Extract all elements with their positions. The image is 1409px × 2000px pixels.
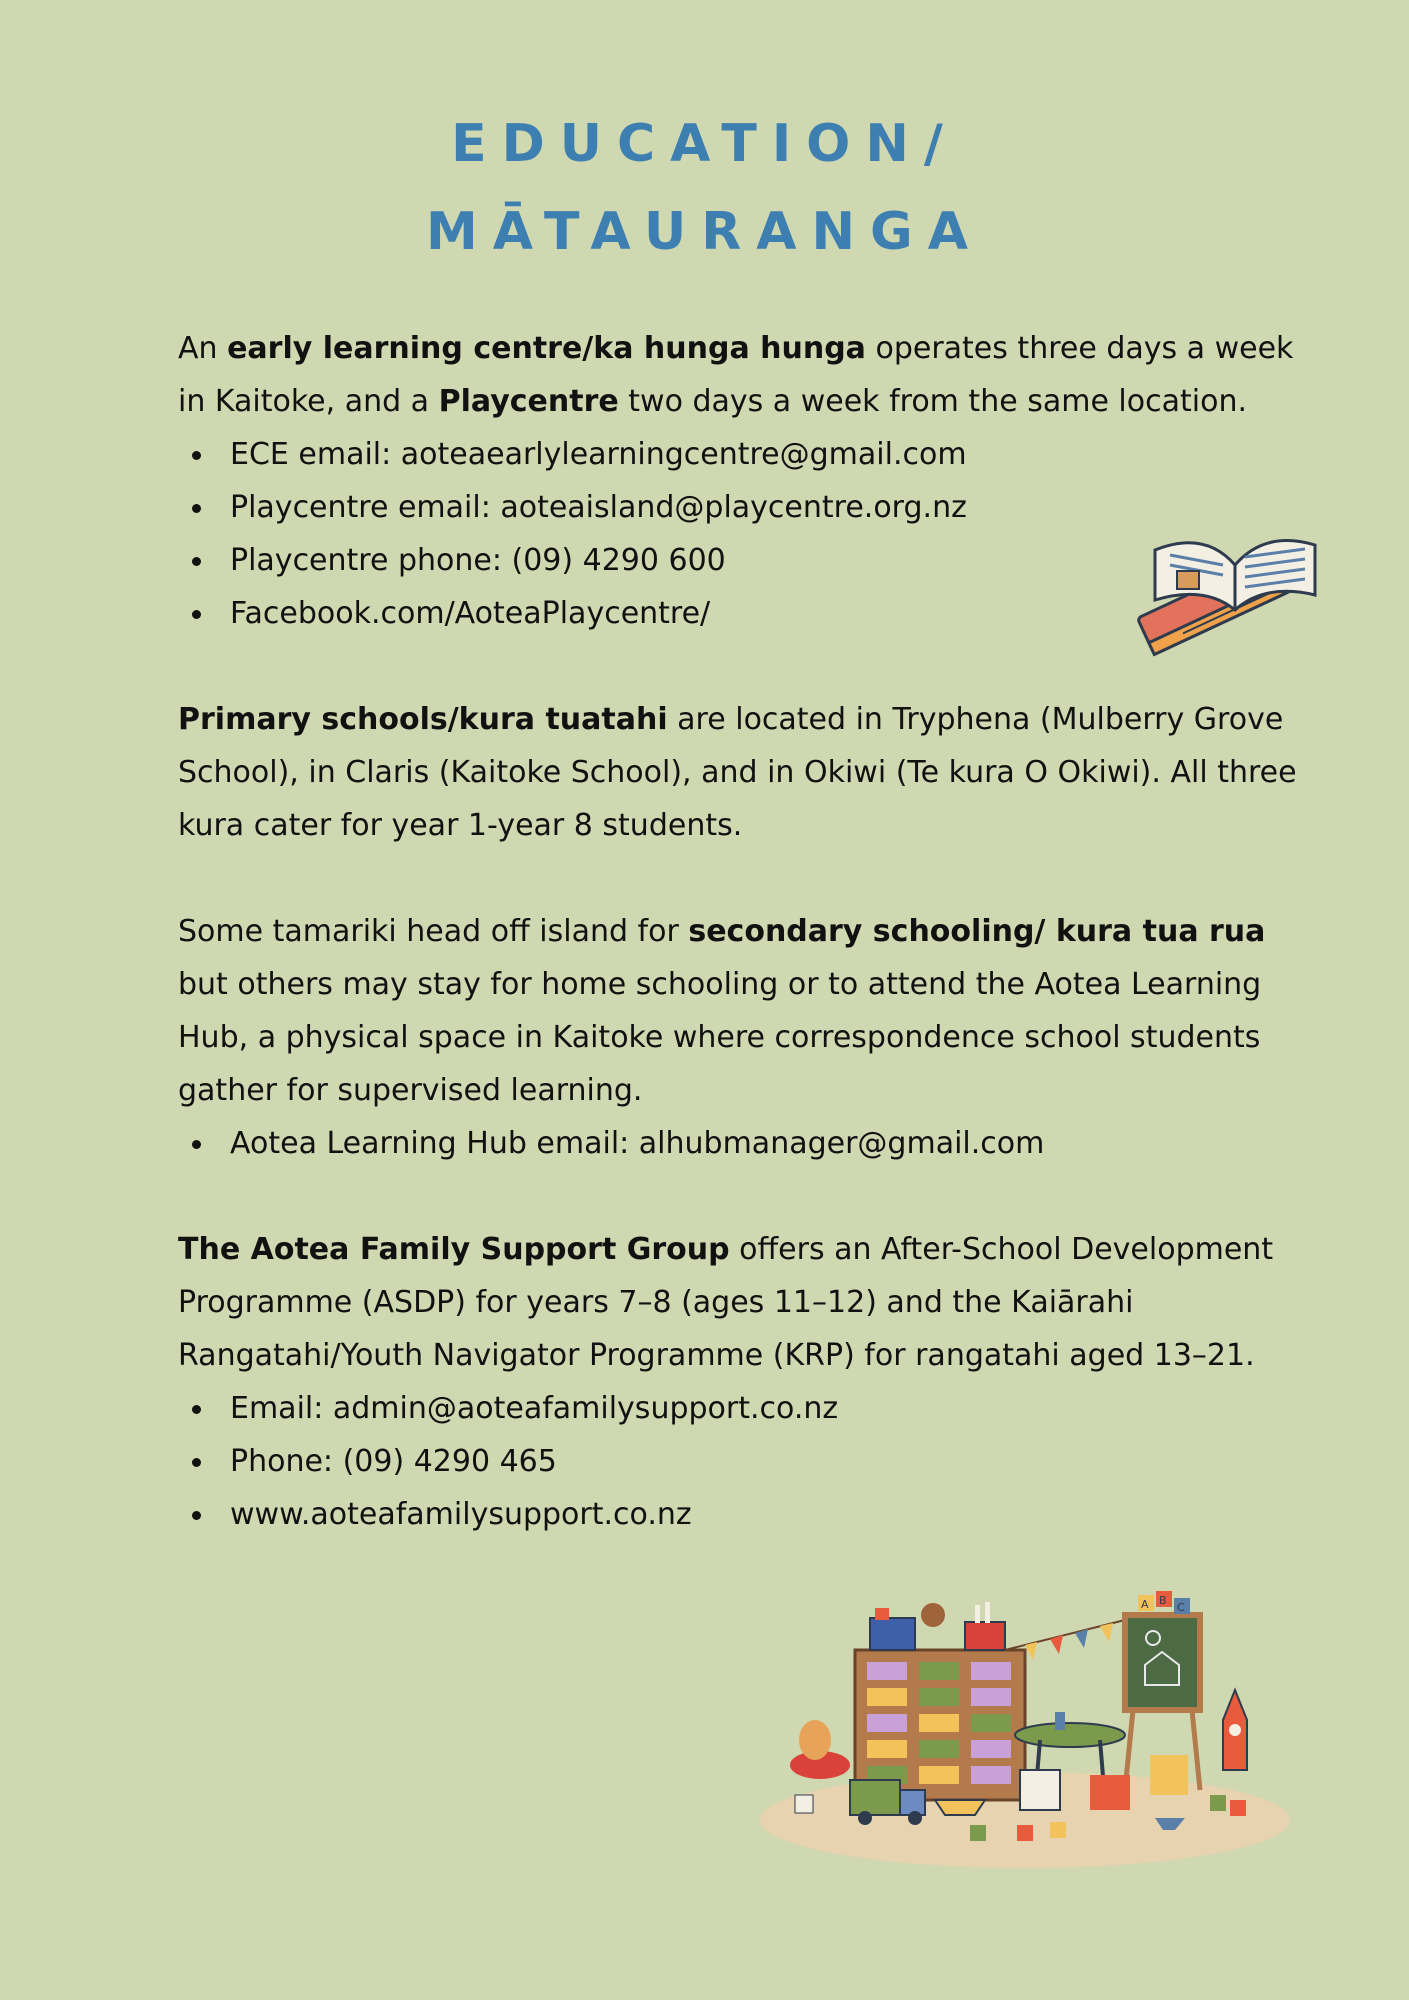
secondary-contact-list	[178, 1117, 1298, 1170]
page-title	[0, 100, 1409, 276]
family-phone: Phone: (09) 4290 465	[178, 1435, 1298, 1488]
secondary-text-1: Some tamariki head off island for	[178, 914, 689, 949]
playcentre-email: Playcentre email: aoteaisland@playcentre.org.nz	[178, 481, 1298, 534]
family-text: offers an After-School Development Programme (ASDP) for years 7–8 (ages 11–12) and the Kaiārahi Rangatahi/Youth Navigator Programme (KRP) for rangatahi aged 13–21.	[178, 1232, 1274, 1373]
family-website: www.aoteafamilysupport.co.nz	[178, 1488, 1298, 1541]
title-line-2: MĀTAURANGA	[426, 202, 983, 262]
playcentre-facebook: Facebook.com/AoteaPlaycentre/	[178, 587, 1298, 640]
secondary-bold: secondary schooling/ kura tua rua	[688, 914, 1266, 949]
ece-email: ECE email: aoteaearlylearningcentre@gmail.com	[178, 428, 1298, 481]
block-letter-b: B	[1159, 1594, 1167, 1607]
secondary-paragraph	[178, 905, 1298, 1117]
secondary-text-2: but others may stay for home schooling or to attend the Aotea Learning Hub, a physical space in Kaitoke where correspondence school students gather for supervised learning.	[178, 967, 1262, 1108]
family-paragraph	[178, 1223, 1298, 1382]
ece-paragraph	[178, 322, 1298, 428]
family-contact-list	[178, 1382, 1298, 1541]
open-book-icon	[1115, 495, 1335, 674]
primary-paragraph	[178, 693, 1298, 852]
family-bold: The Aotea Family Support Group	[178, 1232, 730, 1267]
primary-text: are located in Tryphena (Mulberry Grove School), in Claris (Kaitoke School), and in Okiwi (Te kura O Okiwi). All three kura cater for year 1-year 8 students.	[178, 702, 1297, 843]
learning-hub-email: Aotea Learning Hub email: alhubmanager@gmail.com	[178, 1117, 1298, 1170]
playcentre-phone: Playcentre phone: (09) 4290 600	[178, 534, 1298, 587]
playroom-illustration	[755, 1590, 1295, 1874]
family-email: Email: admin@aoteafamilysupport.co.nz	[178, 1382, 1298, 1435]
ece-text-2: operates three days a week in Kaitoke, and a	[178, 331, 1294, 419]
primary-bold: Primary schools/kura tuatahi	[178, 702, 668, 737]
block-letter-a: A	[1141, 1598, 1149, 1611]
ece-bold-1: early learning centre/ka hunga hunga	[227, 331, 866, 366]
ece-text-3: two days a week from the same location.	[618, 384, 1248, 419]
block-letter-c: C	[1177, 1601, 1185, 1614]
title-line-1: EDUCATION/	[451, 114, 958, 174]
ece-text-1: An	[178, 331, 228, 366]
ece-bold-2: Playcentre	[438, 384, 619, 419]
